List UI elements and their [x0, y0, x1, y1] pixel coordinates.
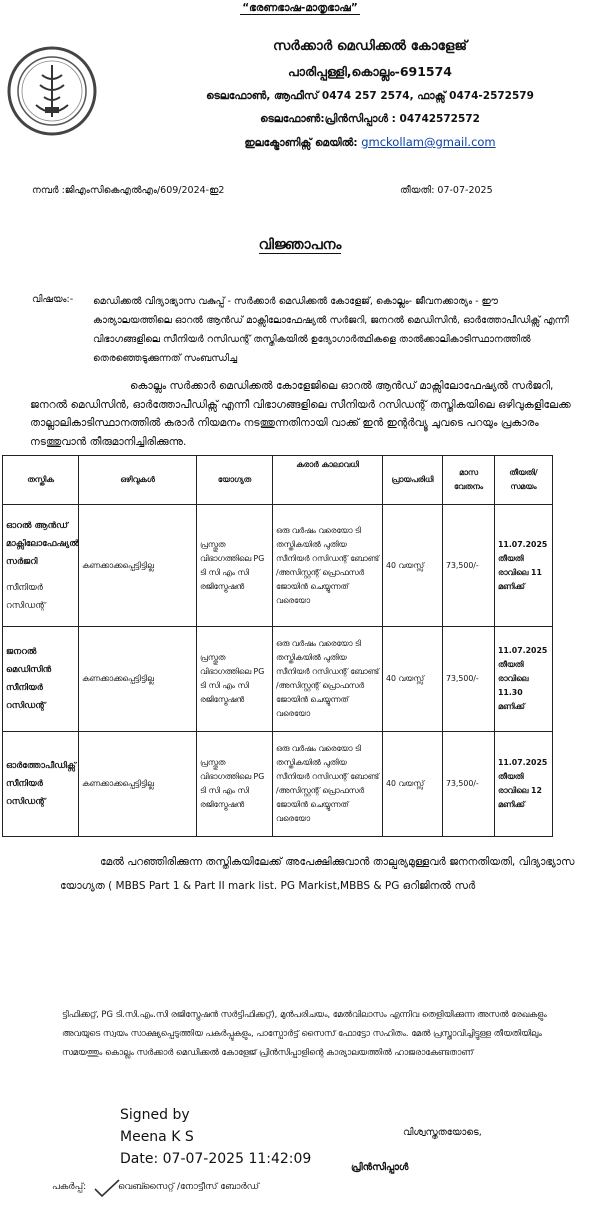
col-qualification: യോഗ്യത: [197, 456, 273, 505]
post-cell: [3, 732, 79, 837]
post-cell: [3, 627, 79, 732]
post-name: ജനറൽ മെഡിസിൻ സീനിയർ റസിഡന്റ്: [6, 647, 52, 711]
yours-faithfully: വിശ്വസ്തതയോടെ,: [403, 1127, 482, 1138]
notice-title-text: വിജ്ഞാപനം: [258, 237, 342, 253]
signature-name: Meena K S: [120, 1129, 194, 1145]
col-vacancies: ഒഴിവുകൾ: [79, 456, 197, 505]
table-row: [3, 505, 553, 627]
age-cell: 40 വയസ്സ്: [383, 505, 443, 627]
vacancies-cell: കണക്കാക്കപ്പെട്ടിട്ടില്ല: [79, 505, 197, 627]
table-row: [3, 732, 553, 837]
email-link[interactable]: gmckollam@gmail.com: [361, 135, 496, 149]
post-name: ഓറൽ ആൻഡ് മാക്സിലോഫേഷ്യൽ സർജറി: [6, 520, 79, 567]
age-cell: 40 വയസ്സ്: [383, 732, 443, 837]
principal-phone: ടെലഫോൺ:പ്രിൻസിപ്പാൾ : 04742572572: [260, 113, 480, 125]
signature-date: Date: 07-07-2025 11:42:09: [120, 1151, 312, 1167]
notice-date: തീയതി: 07-07-2025: [400, 185, 493, 196]
qualification-cell: പ്രസ്തുത വിഭാഗത്തിലെ PG ടി സി എം സി രജിസ്ട്രേഷൻ: [197, 627, 273, 732]
office-phone: ടെലഫോൺ, ആഫീസ് 0474 257 2574, ഫാക്സ് 0474-2572579: [206, 90, 534, 102]
college-address: പാരിപ്പള്ളി,കൊല്ലം-691574: [287, 64, 453, 79]
vacancies-cell: കണക്കാക്കപ്പെട്ടിട്ടില്ല: [79, 627, 197, 732]
datetime-cell: 11.07.2025 തീയതി രാവിലെ 11 മണിക്ക്: [495, 505, 553, 627]
table-header-row: [3, 456, 553, 505]
col-salary: മാസ വേതനം: [443, 456, 495, 505]
copy-label: പകർപ്പ്:: [52, 1182, 87, 1192]
post-subtitle: സീനിയർ റസിഡന്റ്: [6, 582, 46, 611]
vacancies-cell: കണക്കാക്കപ്പെട്ടിട്ടില്ല: [79, 732, 197, 837]
application-instructions: മേൽ പറഞ്ഞിരിക്കുന്ന തസ്തികയിലേക്ക് അപേക്ഷിക്കുവാൻ താല്പര്യമുള്ളവർ ജനനതിയതി, വിദ്യാഭ്യാസ യോഗ്യത ( MBBS Part 1 & Part II mark list. PG Markist,MBBS & PG ഒറിജിനൽ സർ: [60, 856, 575, 892]
copy-to: വെബ്സൈറ്റ് /നോട്ടീസ് ബോർഡ്: [118, 1182, 260, 1192]
signature-line-1: Signed by: [120, 1107, 190, 1123]
subject-text: മെഡിക്കൽ വിദ്യാഭ്യാസ വകുപ്പ് - സർക്കാർ മെഡിക്കൽ കോളേജ്, കൊല്ലം- ജീവനക്കാര്യം - ഈ കാര്യാലയത്തിലെ ഓറൽ ആൻഡ് മാക്സിലോഫേഷ്യൽ സർജറി, ജനറൽ മെഡിസിൻ, ഓർത്തോപീഡിക്സ് എന്നീ വിഭാഗങ്ങളിലെ സീനിയർ റസിഡന്റ് തസ്തികയിൽ ഉദ്യോഗാർത്ഥികളെ താൽക്കാലികാടിസ്ഥാനത്തിൽ തെരഞ്ഞെടുക്കുന്നത് സംബന്ധിച്ച: [93, 296, 569, 364]
email-line: [150, 135, 590, 150]
principal-label: പ്രിൻസിപ്പാൾ: [351, 1162, 409, 1173]
period-cell: ഒരു വർഷം വരെയോ ടി തസ്തികയിൽ പുതിയ സീനിയർ റസിഡന്റ് ബോണ്ട് /അസിസ്റ്റന്റ് പ്രൊഫസർ ജോയിൻ ചെയ്യുന്നത് വരെയോ: [273, 505, 383, 627]
language-motto: [0, 2, 600, 15]
period-cell: ഒരു വർഷം വരെയോ ടി തസ്തികയിൽ പുതിയ സീനിയർ റസിഡന്റ് ബോണ്ട് /അസിസ്റ്റന്റ് പ്രൊഫസർ ജോയിൻ ചെയ്യുന്നത് വരെയോ: [273, 627, 383, 732]
age-cell: 40 വയസ്സ്: [383, 627, 443, 732]
post-cell: [3, 505, 79, 627]
college-name: സർക്കാർ മെഡിക്കൽ കോളേജ്: [272, 38, 467, 54]
subject-label: വിഷയം:-: [32, 294, 74, 305]
salary-cell: 73,500/-: [443, 627, 495, 732]
salary-cell: 73,500/-: [443, 732, 495, 837]
instructions-continued: ട്ടിഫിക്കറ്റ്, PG ടി.സി.എം.സി രജിസ്ട്രേഷൻ സർട്ടിഫിക്കറ്റ്), മുൻപരിചയം, മേൽവിലാസം എന്നിവ തെളിയിക്കുന്ന അസൽ രേഖകളും അവയുടെ സ്വയം സാക്ഷ്യപ്പെടുത്തിയ പകർപ്പുകളും, പാസ്പോർട്ട് സൈസ് ഫോട്ടോ സഹിതം. മേൽ പ്രസ്താവിച്ചിട്ടുള്ള തീയതിയിലും സമയത്തും കൊല്ലം സർക്കാർ മെഡിക്കൽ കോളേജ് പ്രിൻസിപ്പാളിന്റെ കാര്യാലയത്തിൽ ഹാജരാകേണ്ടതാണ്: [62, 1009, 547, 1057]
post-name: ഓർത്തോപീഡിക്സ് സീനിയർ റസിഡന്റ്: [6, 761, 76, 807]
qualification-cell: പ്രസ്തുത വിഭാഗത്തിലെ PG ടി സി എം സി രജിസ്ട്രേഷൻ: [197, 505, 273, 627]
datetime-cell: 11.07.2025 തീയതി രാവിലെ 12 മണിക്ക്: [495, 732, 553, 837]
intro-paragraph: കൊല്ലം സർക്കാർ മെഡിക്കൽ കോളേജിലെ ഓറൽ ആൻഡ് മാക്സിലോഫേഷ്യൽ സർജറി, ജനറൽ മെഡിസിൻ, ഓർത്തോപീഡിക്സ് എന്നീ വിഭാഗങ്ങളിലെ സീനിയർ റസിഡന്റ് തസ്തികയിലെ ഒഴിവുകളിലേക്ക താല്ലാലികാടിസ്ഥാനത്തിൽ കരാർ നിയമനം നടത്തുന്നതിനായി വാക്ക് ഇൻ ഇന്റർവ്യൂ ചുവടെ പറയും പ്രകാരം നടത്തുവാൻ തീരുമാനിച്ചിരിക്കുന്നു.: [30, 380, 571, 448]
datetime-cell: 11.07.2025 തീയതി രാവിലെ 11.30 മണിക്ക്: [495, 627, 553, 732]
college-seal-icon: [6, 45, 98, 137]
qualification-cell: പ്രസ്തുത വിഭാഗത്തിലെ PG ടി സി എം സി രജിസ്ട്രേഷൻ: [197, 732, 273, 837]
email-label: ഇലക്ട്രോണിക്സ് മെയിൽ:: [244, 137, 358, 149]
reference-number: നമ്പർ :ജിഎംസികെഎൽഎം/609/2024-ഇ2: [32, 185, 225, 196]
period-cell: ഒരു വർഷം വരെയോ ടി തസ്തികയിൽ പുതിയ സീനിയർ റസിഡന്റ് ബോണ്ട് /അസിസ്റ്റന്റ് പ്രൊഫസർ ജോയിൻ ചെയ്യുന്നത് വരെയോ: [273, 732, 383, 837]
salary-cell: 73,500/-: [443, 505, 495, 627]
col-post: തസ്തിക: [3, 456, 79, 505]
notice-title: [0, 237, 600, 253]
vacancy-table: [2, 455, 553, 837]
col-contract-period: കരാർ കാലാവധി: [273, 456, 383, 505]
col-age-limit: പ്രായപരിധി: [383, 456, 443, 505]
col-date-time: തീയതി/ സമയം: [495, 456, 553, 505]
motto-text: “ഭരണഭാഷ-മാതൃഭാഷ”: [242, 2, 358, 14]
digital-signature: [120, 1104, 311, 1170]
table-row: [3, 627, 553, 732]
